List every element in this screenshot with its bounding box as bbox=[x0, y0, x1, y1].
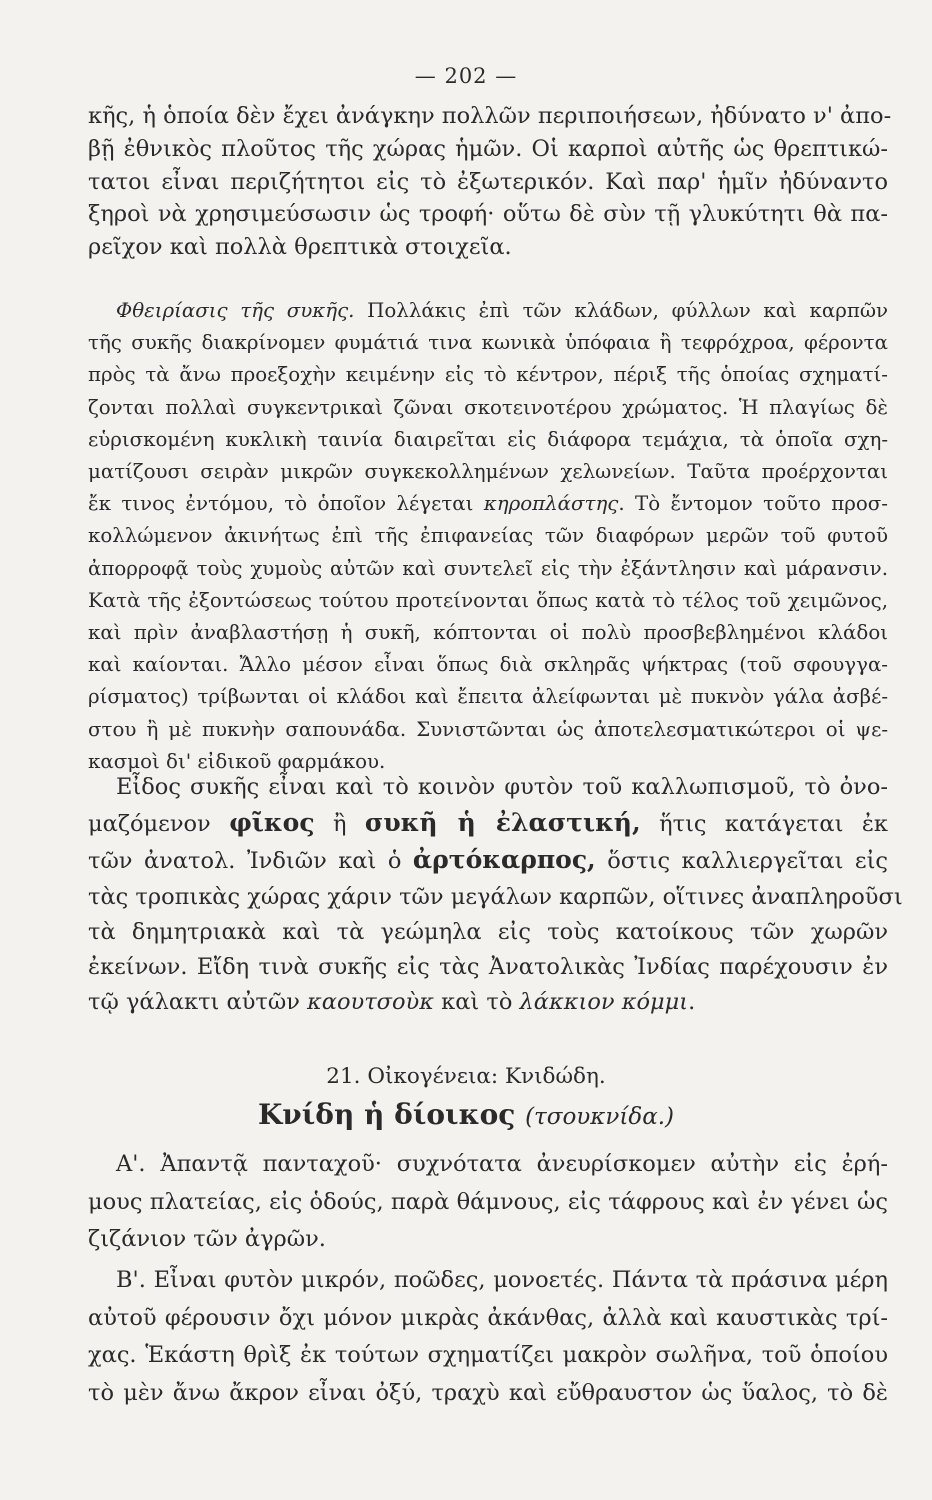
text-line: τατοι εἶναι περιζήτητοι εἰς τὸ ἐξωτερικόν. Καὶ παρ' ἡμῖν ἠδύναντο bbox=[88, 168, 888, 195]
text-line: κασμοὶ δι' εἰδικοῦ φαρμάκου. bbox=[88, 749, 386, 773]
text-fragment: καὶ τὸ bbox=[434, 989, 520, 1016]
insect-name: κηροπλάστης bbox=[483, 492, 619, 516]
term-breadfruit: ἀρτόκαρπος, bbox=[412, 845, 596, 875]
text-fragment: ἥτις κατάγεται ἐκ bbox=[640, 811, 888, 838]
paragraph-fig-species bbox=[88, 770, 903, 1020]
paragraph-fig-lice bbox=[88, 295, 888, 778]
term-elastic-fig: συκῆ ἡ ἐλαστική, bbox=[364, 808, 641, 838]
text-fragment: . bbox=[688, 989, 696, 1016]
text-line: τὰ δημητριακὰ καὶ τὰ γεώμηλα εἰς τοὺς κατοίκους τῶν χωρῶν bbox=[88, 918, 888, 945]
text-line: κῆς, ἡ ὁποία δὲν ἔχει ἀνάγκην πολλῶν περιποιήσεων, ἠδύνατο ν' ἀπο- bbox=[88, 103, 892, 129]
text-fragment: μαζόμενον bbox=[88, 811, 230, 838]
text-line: καὶ καίονται. Ἄλλο μέσον εἶναι ὅπως διὰ σκληρᾶς ψήκτρας (τοῦ σφουγγα- bbox=[88, 653, 888, 677]
text-line bbox=[88, 985, 888, 1020]
species-common-name: (τσουκνίδα.) bbox=[525, 1104, 675, 1130]
text-line: Β'. Εἶναι φυτὸν μικρόν, ποῶδες, μονοετές. Πάντα τὰ πράσινα μέρη bbox=[116, 1267, 888, 1293]
species-heading bbox=[0, 1098, 932, 1131]
text-line: χας. Ἑκάστη θρὶξ ἐκ τούτων σχηματίζει μακρὸν σωλῆνα, τοῦ ὁποίου bbox=[88, 1342, 888, 1368]
text-line: τὰς τροπικὰς χώρας χάριν τῶν μεγάλων καρπῶν, οἵτινες ἀναπληροῦσι bbox=[88, 883, 903, 910]
text-line: ζονται πολλαὶ συγκεντρικαὶ ζῶναι σκοτεινοτέρου χρώματος. Ἡ πλαγίως δὲ bbox=[88, 395, 888, 419]
text-line: ξηροὶ νὰ χρησιμεύσωσιν ὡς τροφή· οὕτω δὲ σὺν τῇ γλυκύτητι θὰ πα- bbox=[88, 201, 888, 228]
text-line: ματίζουσι σειρὰν μικρῶν συγκεκολλημένων χελωνείων. Ταῦτα προέρχονται bbox=[88, 460, 888, 484]
text-line: βῇ ἐθνικὸς πλοῦτος τῆς χώρας ἡμῶν. Οἱ καρποὶ αὐτῆς ὡς θρεπτικώ- bbox=[88, 135, 888, 162]
text-line bbox=[88, 805, 888, 842]
text-fragment: ἔκ τινος ἐντόμου, τὸ ὁποῖον λέγεται bbox=[88, 492, 484, 516]
text-fragment: ὅστις καλλιεργεῖται εἰς bbox=[595, 848, 889, 875]
text-line: ρίσματος) τρίβωνται οἱ κλάδοι καὶ ἔπειτα ἀλείφωνται μὲ πυκνὸν γάλα ἀσβέ- bbox=[88, 685, 888, 709]
section-subheading: Φθειρίασις τῆς συκῆς. bbox=[116, 299, 355, 322]
species-name: Κνίδη ἡ δίοικος bbox=[257, 1098, 516, 1131]
term-lac: λάκκιον κόμμι bbox=[519, 989, 689, 1016]
text-line: εὑρισκομένη κυκλικὴ ταινία διαιρεῖται εἰς διάφορα τεμάχια, τὰ ὁποῖα σχη- bbox=[88, 427, 888, 451]
text-line: ρεῖχον καὶ πολλὰ θρεπτικὰ στοιχεῖα. bbox=[88, 234, 512, 261]
text-line: καὶ πρὶν ἀναβλαστήσῃ ἡ συκῆ, κόπτονται οἱ πολὺ προσβεβλημένοι κλάδοι bbox=[88, 621, 888, 645]
text-line: αὐτοῦ φέρουσιν ὄχι μόνον μικρὰς ἀκάνθας, ἀλλὰ καὶ καυστικὰς τρί- bbox=[88, 1304, 888, 1331]
paragraph-fig-value bbox=[88, 100, 892, 264]
text-line: τῆς συκῆς διακρίνομεν φυμάτιά τινα κωνικὰ ὑπόφαια ἢ τεφρόχροα, φέροντα bbox=[88, 331, 888, 355]
text-line: ζιζάνιον τῶν ἀγρῶν. bbox=[88, 1226, 326, 1252]
text-line: μους πλατείας, εἰς ὁδούς, παρὰ θάμνους, εἰς τάφρους καὶ ἐν γένει ὡς bbox=[88, 1188, 888, 1215]
text-line: τὸ μὲν ἄνω ἄκρον εἶναι ὀξύ, τραχὺ καὶ εὔθραυστον ὡς ὕαλος, τὸ δὲ bbox=[88, 1379, 888, 1406]
text-line bbox=[88, 295, 888, 327]
family-heading: 21. Οἰκογένεια: Κνιδώδη. bbox=[326, 1064, 606, 1089]
text-line: ἐκείνων. Εἴδη τινὰ συκῆς εἰς τὰς Ἀνατολικὰς Ἰνδίας παρέχουσιν ἐν bbox=[88, 954, 888, 981]
text-line: στου ἢ μὲ πυκνὴν σαπουνάδα. Συνιστῶνται ὡς ἀποτελεσματικώτεροι οἱ ψε- bbox=[88, 717, 888, 741]
paragraph-a bbox=[88, 1146, 888, 1259]
paragraph-b bbox=[88, 1262, 888, 1412]
text-fragment: Πολλάκις ἐπὶ τῶν κλάδων, φύλλων καὶ καρπῶν bbox=[354, 299, 889, 322]
text-line: πρὸς τὰ ἄνω προεξοχὴν κειμένην εἰς τὸ κέντρον, πέριξ τῆς ὁποίας σχηματί- bbox=[88, 363, 888, 387]
term-ficus: φῖκος bbox=[229, 808, 315, 838]
text-line bbox=[88, 842, 888, 879]
text-fragment: ἢ bbox=[314, 811, 365, 838]
text-line: Εἶδος συκῆς εἶναι καὶ τὸ κοινὸν φυτὸν τοῦ καλλωπισμοῦ, τὸ ὀνο- bbox=[116, 774, 888, 800]
text-line: ἀπορροφᾷ τοὺς χυμοὺς αὐτῶν καὶ συντελεῖ εἰς τὴν ἐξάντλησιν καὶ μάρανσιν. bbox=[88, 556, 888, 580]
text-fragment: τῶν ἀνατολ. Ἰνδιῶν καὶ ὁ bbox=[88, 848, 413, 875]
term-caoutchouc: καουτσοὺκ bbox=[307, 989, 434, 1016]
text-line: κολλώμενον ἀκινήτως ἐπὶ τῆς ἐπιφανείας τῶν διαφόρων μερῶν τοῦ φυτοῦ bbox=[88, 524, 888, 548]
text-line: Α'. Ἀπαντᾷ πανταχοῦ· συχνότατα ἀνευρίσκομεν αὐτὴν εἰς ἐρή- bbox=[116, 1151, 888, 1177]
text-line: Κατὰ τῆς ἐξοντώσεως τούτου προτείνονται ὅπως κατὰ τὸ τέλος τοῦ χειμῶνος, bbox=[88, 588, 888, 612]
page-number: — 202 — bbox=[414, 64, 518, 88]
text-fragment: . Τὸ ἔντομον τοῦτο προσ- bbox=[618, 492, 888, 516]
text-line bbox=[88, 488, 888, 520]
text-fragment: τῷ γάλακτι αὐτῶν bbox=[88, 989, 308, 1016]
